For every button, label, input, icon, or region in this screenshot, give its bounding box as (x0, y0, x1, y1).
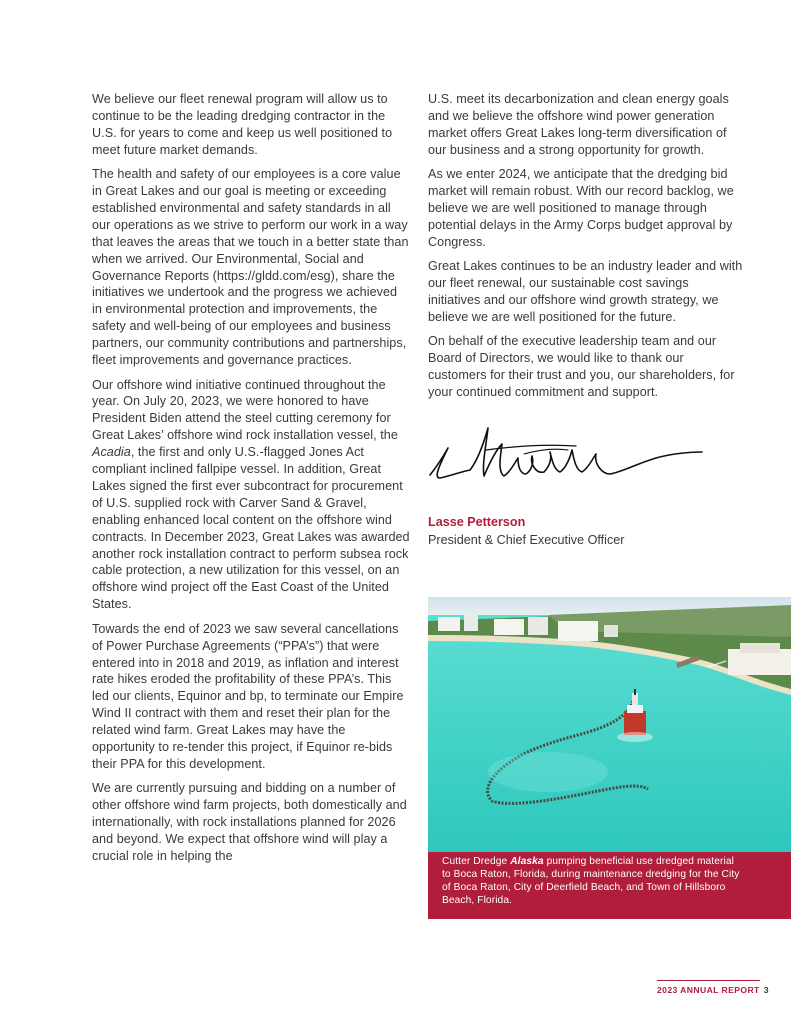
caption-text-after: pumping beneficial use dredged material to Boca Raton, Florida, during maintenance dredging for the City of Boca Raton, City of Deerfield Beach, and Town of Hillsboro Beach, Florida. (442, 856, 740, 907)
paragraph-fleet-renewal: We believe our fleet renewal program will allow us to continue to be the leading dredging contractor in the U.S. for years to come and keep us well positioned to meet future market demands. (92, 92, 393, 157)
offshore-wind-text-a: Our offshore wind initiative continued throughout the year. On July 20, 2023, we were honored to have President Biden attend the steel cutting ceremony for Great Lakes’ offshore wind rock installation vessel, the (92, 377, 398, 443)
paragraph-pursuing-projects: We are currently pursuing and bidding on a number of other offshore wind farm projects, both domestically and internationally, with rock installations planned for 2026 and beyond. We expect that offshore wind will play a crucial role in helping the (92, 781, 407, 863)
footer-divider (657, 980, 760, 981)
paragraph-industry-leader: Great Lakes continues to be an industry leader and with our fleet renewal, our sustainable cost savings initiatives and our offshore wind growth strategy, we believe we are well positioned for the future. (428, 259, 743, 324)
dredge-aerial-photo (428, 597, 791, 852)
right-column (428, 91, 744, 408)
page-number: 3 (763, 985, 769, 995)
paragraph-decarbonization: U.S. meet its decarbonization and clean energy goals and we believe the offshore wind power generation market offers Great Lakes long-term diversification of our business and a strong opportunity for growth. (428, 92, 729, 157)
vessel-name-acadia: Acadia (92, 445, 131, 460)
paragraph-offshore-wind (92, 377, 410, 614)
page-footer (657, 985, 769, 995)
signer-title: President & Chief Executive Officer (428, 533, 625, 547)
paragraph-2024-outlook: As we enter 2024, we anticipate that the dredging bid market will remain robust. With our record backlog, we believe we are well positioned to manage through potential delays in the Army Corps budget approval by Congress. (428, 167, 734, 249)
paragraph-thank-you: On behalf of the executive leadership team and our Board of Directors, we would like to thank our customers for their trust and you, our shareholders, for your continued commitment and support. (428, 334, 735, 399)
paragraph-ppa-cancellations: Towards the end of 2023 we saw several cancellations of Power Purchase Agreements (“PPA’s”) that were entered into in 2018 and 2019, as inflation and interest rate hikes eroded the profitability of these PPA’s. This led our clients, Equinor and bp, to terminate our Empire Wind II contract with them and reset their plan for the related wind farm. Great Lakes may have the opportunity to re-tender this project, if Equinor re-bids their PPA for this development. (92, 621, 404, 771)
footer-label: 2023 ANNUAL REPORT (657, 985, 760, 995)
caption-text (442, 855, 742, 907)
photo-caption (428, 852, 791, 919)
caption-vessel-name: Alaska (510, 856, 544, 867)
offshore-wind-text-b: , the first and only U.S.-flagged Jones Act compliant inclined fallpipe vessel. In addition, Great Lakes signed the first ever subcontract for procurement of U.S. supplied rock with Carver Sand & Gravel, enabling enhanced local content on the offshore wind contracts. In December 2023, Great Lakes was awarded another rock installation contract to perform subsea rock cable protection, a new utilization for this vessel, on an offshore wind project off the East Coast of the United States. (92, 445, 410, 612)
signer-name: Lasse Petterson (428, 515, 526, 529)
ceo-signature (426, 420, 706, 500)
left-column (92, 91, 410, 872)
caption-text-before: Cutter Dredge (442, 856, 511, 867)
paragraph-health-safety: The health and safety of our employees is a core value in Great Lakes and our goal is meeting or exceeding established environmental and safety standards in all our operations as we strive to perform our work in a way that leaves the areas that we touch in a better state than when we arrived. Our Environmental, Social and Governance Reports (https://gldd.com/esg), share the initiatives we undertook and the progress we achieved in environmental protection and improvements, the safety and well-being of our employees and business partners, our community contributions and partnerships, fleet improvements and governance practices. (92, 167, 409, 368)
